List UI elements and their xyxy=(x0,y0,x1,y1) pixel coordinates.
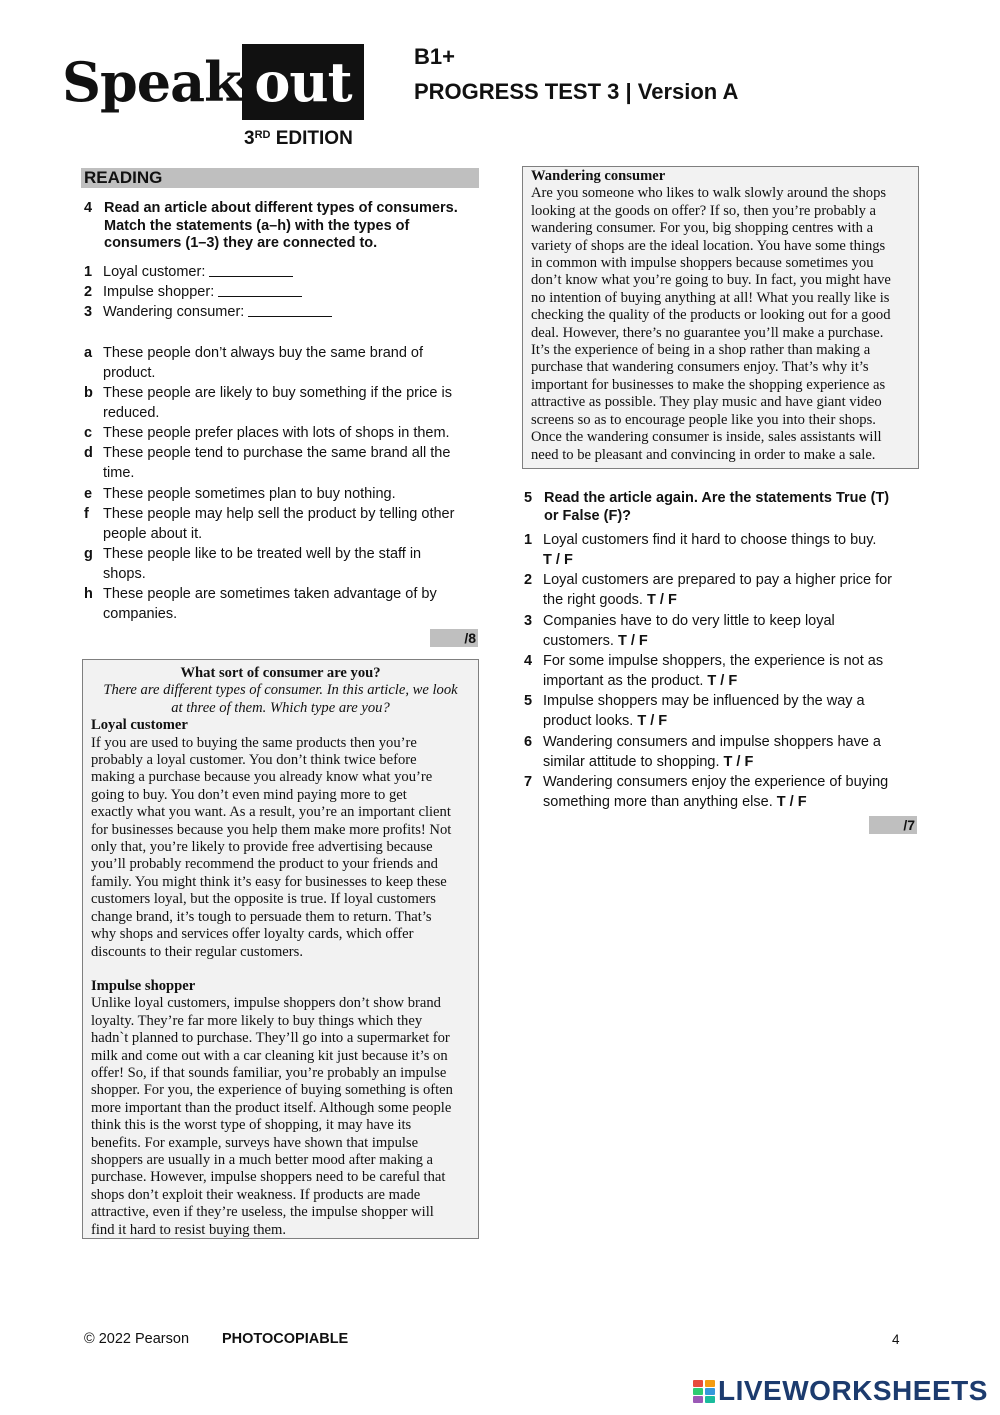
article-line: no intention of buying anything at all! What you really like is xyxy=(531,289,890,306)
true-false-choice[interactable]: T / F xyxy=(617,633,648,649)
article-line: looking at the goods on offer? If so, then you’re probably a xyxy=(531,202,877,219)
article-line: loyalty. They’re far more likely to buy things which they xyxy=(91,1012,423,1029)
paragraph-gap xyxy=(91,961,470,978)
article-line: don’t know what you’re going to buy. In fact, you might have xyxy=(531,272,891,289)
article-line: shopper. For you, the experience of buying something is often xyxy=(91,1082,453,1099)
q4-instruction-line: Match the statements (a–h) with the types of xyxy=(104,217,410,234)
article-line: shops don’t exploit their weakness. If products are made xyxy=(91,1186,421,1203)
article-line: only that, you’re likely to provide free advertising because xyxy=(91,839,433,856)
article-line: checking the quality of the products or looking out for a good xyxy=(531,307,891,324)
article-line: attractive as possible. They play music and have giant video xyxy=(531,394,882,411)
speakout-logo xyxy=(62,44,364,156)
article-line: think this is the worst type of shopping, it may have its xyxy=(91,1117,412,1134)
copyright: © 2022 Pearson xyxy=(84,1331,190,1347)
article-right xyxy=(522,166,919,469)
true-false-choice[interactable]: T / F xyxy=(637,713,668,729)
true-false-choice[interactable]: T / F xyxy=(723,754,754,770)
edition-word: EDITION xyxy=(275,128,353,149)
grid-cell xyxy=(693,1396,703,1403)
article-intro-line: at three of them. Which type are you? xyxy=(171,699,390,716)
logo-edition xyxy=(244,128,353,150)
article-line: purchase that wandering consumers enjoy. That’s why it’s xyxy=(531,359,869,376)
article-line: variety of shops are the ideal location. You have some things xyxy=(531,237,886,254)
liveworksheets-grid-icon xyxy=(693,1380,715,1404)
article-line: Once the wandering consumer is inside, sales assistants will xyxy=(531,429,882,446)
edition-suffix: RD xyxy=(254,129,271,141)
edition-number: 3 xyxy=(244,128,255,149)
q4-statement: h These people are sometimes taken advantage of by companies. xyxy=(84,586,437,622)
article-line: going to buy. You don’t even mind paying more to get xyxy=(91,786,407,803)
article-line: find it hard to resist buying them. xyxy=(91,1221,286,1238)
article-line: Are you someone who likes to walk slowly around the shops xyxy=(531,185,887,202)
article-line: attractive, even if they’re useless, the impulse shopper will xyxy=(91,1204,434,1221)
q5-item: 2 Loyal customers are prepared to pay a higher price for the right goods. T / F xyxy=(524,572,892,608)
article-line: need to be pleasant and convincing in order to make a sale. xyxy=(531,446,876,463)
article-title: What sort of consumer are you? xyxy=(180,665,381,681)
q5-item: 5 Impulse shoppers may be influenced by the way a product looks. T / F xyxy=(524,693,865,729)
grid-cell xyxy=(705,1380,715,1387)
article-line: exactly what you want. As a result, you’re an important client xyxy=(91,804,451,821)
answer-blank[interactable] xyxy=(248,303,332,317)
article-line: offer! So, if that sounds familiar, you’re probably an impulse xyxy=(91,1064,447,1081)
q4-statement: f These people may help sell the product by telling other people about it. xyxy=(84,506,455,542)
q4-type-item: 1 Loyal customer: xyxy=(84,262,484,282)
article-line: making a purchase because you already know what you’re xyxy=(91,769,433,786)
q5-instruction-line: or False (F)? xyxy=(544,507,632,524)
answer-blank[interactable] xyxy=(209,263,293,277)
article-line: If you are used to buying the same products then you’re xyxy=(91,734,417,751)
article-line: milk and come out with a car cleaning kit just because it’s on xyxy=(91,1047,448,1064)
q5-number: 5 xyxy=(524,490,533,506)
logo-speak-word: Speak xyxy=(62,50,241,114)
q4-instruction-line: consumers (1–3) they are connected to. xyxy=(104,235,378,251)
page-number: 4 xyxy=(892,1332,900,1347)
grid-cell xyxy=(705,1396,715,1403)
q5-item: 3 Companies have to do very little to keep loyal customers. T / F xyxy=(524,613,835,649)
test-title: PROGRESS TEST 3 | Version A xyxy=(414,79,739,104)
article-line: for businesses because you help them make more profits! Not xyxy=(91,821,452,838)
q5-instruction-line: Read the article again. Are the statements True (T) xyxy=(544,490,890,506)
liveworksheets-wordmark: LIVEWORKSHEETS xyxy=(718,1375,988,1406)
q5-item: 4 For some impulse shoppers, the experience is not as important as the product. T / F xyxy=(524,653,884,689)
grid-cell xyxy=(705,1388,715,1395)
article-line: It’s the experience of being in a shop rather than making a xyxy=(531,342,871,359)
q5-item: 6 Wandering consumers and impulse shoppers have a similar attitude to shopping. T / F xyxy=(524,734,881,770)
q4-statement: b These people are likely to buy something if the price is reduced. xyxy=(84,385,452,421)
answer-blank[interactable] xyxy=(218,283,302,297)
article-line: deal. However, there’s no guarantee you’ll make a purchase. xyxy=(531,324,884,341)
q4-statement: d These people tend to purchase the same brand all the time. xyxy=(84,445,451,481)
q5-item: 1 Loyal customers find it hard to choose things to buy. T / F xyxy=(524,532,877,568)
section-title-reading: READING xyxy=(81,168,479,188)
article-line: family. You might think it’s easy for businesses to keep these xyxy=(91,873,447,890)
article-intro-line: There are different types of consumer. In this article, we look xyxy=(103,682,458,699)
q5-score-box: /7 xyxy=(869,816,917,834)
logo-out-word: out xyxy=(254,50,352,114)
article-line: more important than the product itself. Although some people xyxy=(91,1099,452,1116)
q4-instruction xyxy=(84,200,484,254)
q5-item: 7 Wandering consumers enjoy the experience of buying something more than anything else. T / F xyxy=(524,774,889,810)
q4-number: 4 xyxy=(84,200,93,216)
loyal-customer-heading: Loyal customer xyxy=(91,717,188,734)
q5-instruction xyxy=(524,490,924,526)
article-line: shoppers are usually in a much better mood after making a xyxy=(91,1151,434,1168)
article-line: benefits. For example, surveys have shown that impulse xyxy=(91,1134,419,1151)
true-false-choice[interactable]: T / F xyxy=(647,592,677,608)
q4-type-item: 2 Impulse shopper: xyxy=(84,282,484,302)
grid-cell xyxy=(693,1388,703,1395)
article-line: important for businesses to make the shopping experience as xyxy=(531,376,886,393)
article-line: customers loyal, but the opposite is true. If loyal customers xyxy=(91,891,436,908)
article-line: screens so as to encourage people like you into their shops. xyxy=(531,411,876,428)
true-false-choice[interactable]: T / F xyxy=(707,673,738,689)
article-line: you’ll probably recommend the product to your friends and xyxy=(91,856,438,873)
article-line: purchase. However, impulse shoppers need to be careful that xyxy=(91,1169,446,1186)
true-false-choice[interactable]: T / F xyxy=(776,794,807,810)
q4-instruction-line: Read an article about different types of consumers. xyxy=(104,200,458,216)
article-line: probably a loyal customer. You don’t think twice before xyxy=(91,752,417,769)
q4-statement: a These people don’t always buy the same brand of product. xyxy=(84,345,424,381)
true-false-choice[interactable]: T / F xyxy=(543,552,573,568)
q4-statement: g These people like to be treated well by the staff in shops. xyxy=(84,546,422,582)
photocopiable-label: PHOTOCOPIABLE xyxy=(222,1331,349,1347)
level-label: B1+ xyxy=(414,44,455,69)
q4-score-box: /8 xyxy=(430,629,478,647)
article-line: discounts to their regular customers. xyxy=(91,943,303,960)
q4-type-item: 3 Wandering consumer: xyxy=(84,302,484,322)
q4-statement: e These people sometimes plan to buy nothing. xyxy=(84,486,396,502)
q4-statement: c These people prefer places with lots of shops in them. xyxy=(84,425,450,441)
wandering-consumer-heading: Wandering consumer xyxy=(531,168,666,184)
grid-cell xyxy=(693,1380,703,1387)
article-line: in common with impulse shoppers because sometimes you xyxy=(531,255,874,272)
article-line: change brand, it’s tough to persuade them to return. That’s xyxy=(91,908,432,925)
article-line: Unlike loyal customers, impulse shoppers don’t show brand xyxy=(91,995,441,1012)
impulse-shopper-heading: Impulse shopper xyxy=(91,977,196,994)
article-line: why shops and services offer loyalty cards, which offer xyxy=(91,926,414,943)
article-line: hadn`t planned to purchase. They’ll go into a supermarket for xyxy=(91,1030,450,1047)
article-left xyxy=(82,659,479,1239)
article-line: wandering consumer. For you, big shopping centres with a xyxy=(531,220,874,237)
